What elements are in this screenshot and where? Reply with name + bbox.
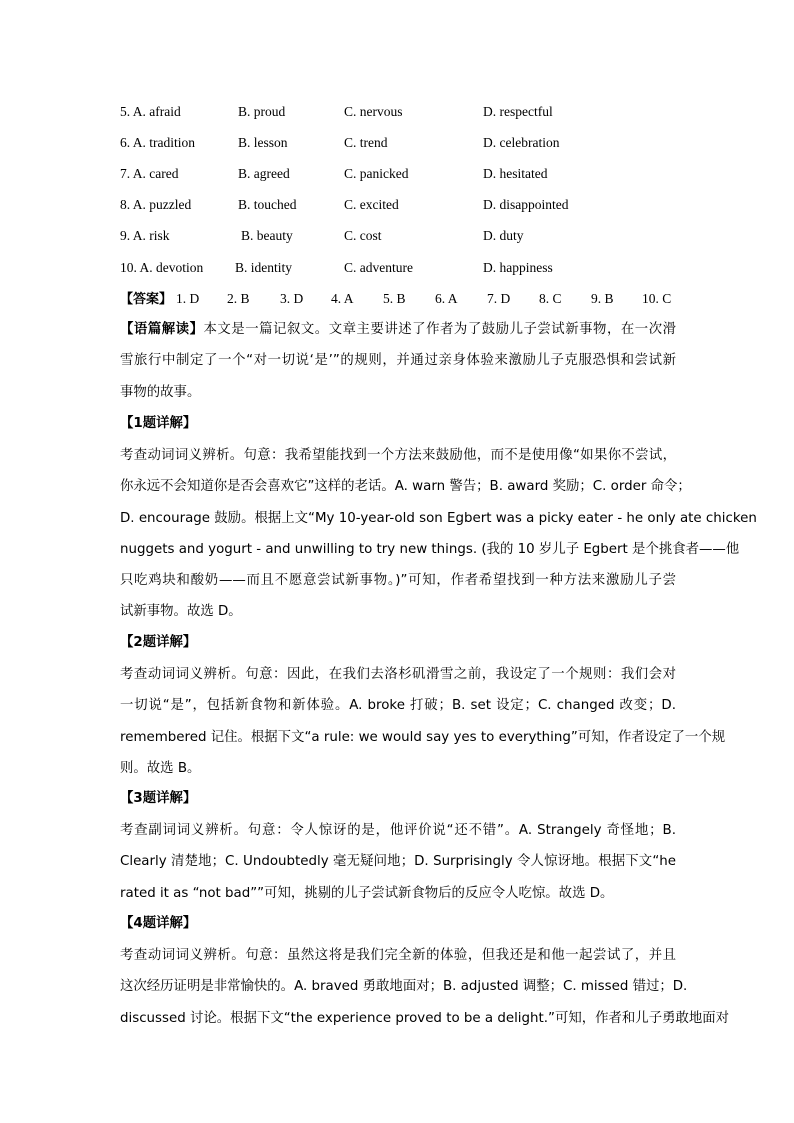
explanation-line: discussed 讨论。根据下文“the experience proved to be a delight.”可知，作者和儿子勇敢地面对 <box>120 1010 730 1026</box>
summary-tag: 【语篇解读】 <box>120 322 204 337</box>
explanation-line: nuggets and yogurt - and unwilling to try new things. (我的 10 岁儿子 Egbert 是个挑食者——他 <box>120 541 740 557</box>
option-d: D. hesitated <box>483 166 548 181</box>
answer-item: 8. C <box>539 291 562 306</box>
option-d: D. duty <box>483 228 524 243</box>
option-a: 10. A. devotion <box>120 260 204 275</box>
explanation-1 <box>120 440 757 628</box>
answer-item: 5. B <box>383 291 406 306</box>
option-b: B. proud <box>238 104 286 119</box>
explanation-line: 试新事物。故选 D。 <box>120 604 242 620</box>
summary-line: 本文是一篇记叙文。文章主要讲述了作者为了鼓励儿子尝试新事物，在一次滑 <box>203 322 677 337</box>
option-c: C. cost <box>344 228 382 243</box>
explanation-4 <box>120 940 730 1034</box>
option-a: 7. A. cared <box>120 166 179 181</box>
section-heading-2: 【2题详解】 <box>120 635 197 650</box>
option-c: C. nervous <box>344 104 403 119</box>
answer-item: 9. B <box>591 291 614 306</box>
answer-item: 3. D <box>280 291 304 306</box>
option-c: C. trend <box>344 135 388 150</box>
option-b: B. touched <box>238 197 297 212</box>
answer-item: 1. D <box>176 291 200 306</box>
answer-item: 2. B <box>227 291 250 306</box>
option-a: 5. A. afraid <box>120 104 181 119</box>
option-a: 9. A. risk <box>120 228 170 243</box>
summary-line: 事物的故事。 <box>120 384 201 400</box>
explanation-line: 只吃鸡块和酸奶——而且不愿意尝试新事物。)”可知，作者希望找到一种方法来激励儿子尝 <box>120 573 676 589</box>
option-d: D. happiness <box>483 260 553 275</box>
answer-item: 10. C <box>642 291 672 306</box>
section-heading-1: 【1题详解】 <box>120 416 197 431</box>
explanation-line: Clearly 清楚地；C. Undoubtedly 毫无疑问地；D. Surprisingly 令人惊讶地。根据下文“he <box>120 854 676 870</box>
explanation-3 <box>120 815 676 909</box>
option-c: C. adventure <box>344 260 413 275</box>
option-d: D. celebration <box>483 135 560 150</box>
option-c: C. excited <box>344 197 399 212</box>
option-c: C. panicked <box>344 166 409 181</box>
summary-line: 雪旅行中制定了一个“对一切说‘是’”的规则，并通过亲身体验来激励儿子克服恐惧和尝试新 <box>120 353 676 369</box>
answer-item: 6. A <box>435 291 458 306</box>
option-b: B. lesson <box>238 135 288 150</box>
option-d: D. respectful <box>483 104 553 119</box>
explanation-line: remembered 记住。根据下文“a rule: we would say yes to everything”可知，作者设定了一个规 <box>120 729 726 745</box>
passage-summary <box>120 314 676 408</box>
explanation-2 <box>120 659 726 784</box>
option-b: B. beauty <box>241 228 293 243</box>
explanation-line: 考查动词词义辨析。句意：虽然这将是我们完全新的体验，但我还是和他一起尝试了，并且 <box>120 948 676 963</box>
explanation-line: D. encourage 鼓励。根据上文“My 10-year-old son Egbert was a picky eater - he only ate chicken <box>120 510 757 526</box>
explanation-line: 则。故选 B。 <box>120 760 201 776</box>
section-heading-4: 【4题详解】 <box>120 916 197 931</box>
option-a: 8. A. puzzled <box>120 197 192 212</box>
option-b: B. identity <box>235 260 292 275</box>
option-a: 6. A. tradition <box>120 135 195 150</box>
option-d: D. disappointed <box>483 197 569 212</box>
explanation-line: 一切说“是”，包括新食物和新体验。A. broke 打破；B. set 设定；C. changed 改变；D. <box>120 698 676 714</box>
explanation-line: 考查副词词义辨析。句意：令人惊讶的是，他评价说“还不错”。A. Strangely 奇怪地；B. <box>120 823 676 838</box>
section-heading-3: 【3题详解】 <box>120 791 197 806</box>
explanation-line: 考查动词词义辨析。句意：我希望能找到一个方法来鼓励他，而不是使用像“如果你不尝试， <box>120 448 676 463</box>
answer-tag: 【答案】 <box>120 292 173 307</box>
explanation-line: 考查动词词义辨析。句意：因此，在我们去洛杉矶滑雪之前，我设定了一个规则：我们会对 <box>120 667 676 682</box>
explanation-line: 你永远不会知道你是否会喜欢它”这样的老话。A. warn 警告；B. award 奖励；C. order 命令； <box>120 479 691 495</box>
answer-item: 7. D <box>487 291 511 306</box>
answer-key <box>120 289 672 309</box>
explanation-line: 这次经历证明是非常愉快的。A. braved 勇敢地面对；B. adjusted 调整；C. missed 错过；D. <box>120 979 688 995</box>
explanation-line: rated it as “not bad””可知，挑剔的儿子尝试新食物后的反应令人吃惊。故选 D。 <box>120 885 614 901</box>
answer-item: 4. A <box>331 291 354 306</box>
option-b: B. agreed <box>238 166 290 181</box>
